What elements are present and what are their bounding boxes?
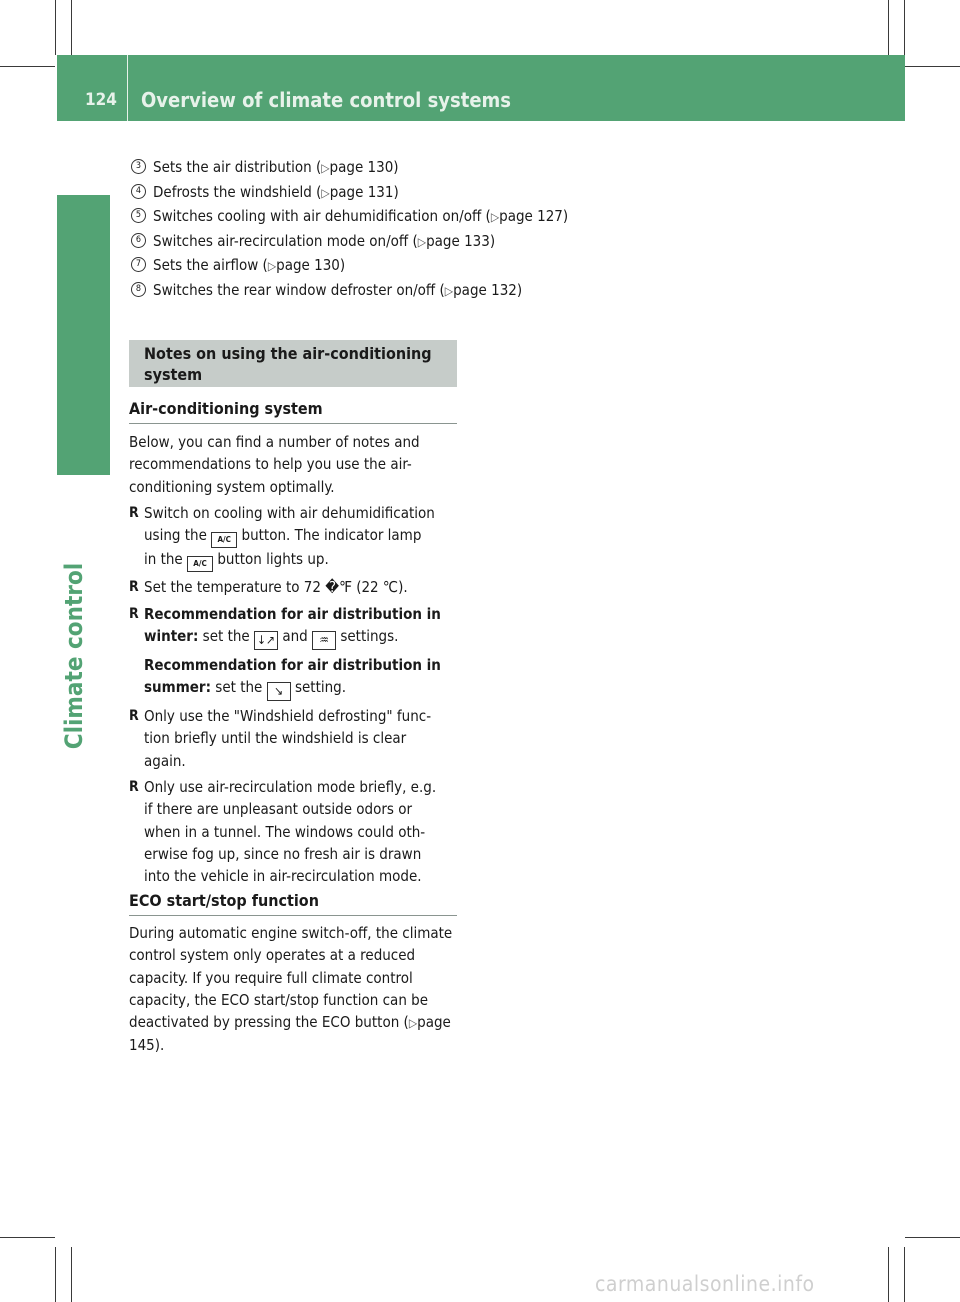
item-close: ) [562,207,569,225]
bullet-line: when in a tunnel. The windows could oth- [144,822,426,841]
crop-mark [55,0,56,55]
crop-mark [71,1247,72,1302]
bullet-line [144,603,464,625]
item-text: Switches cooling with air dehumidification on/off ( [153,207,491,225]
legend-list [131,155,651,302]
item-text: Defrosts the windshield ( [153,182,322,201]
bullet-bold: Recommendation for air distribution in [144,655,441,674]
item-close: ) [393,158,399,176]
item-text: Sets the airflow ( [153,256,268,274]
list-item [131,278,651,303]
marker-badge: 4 [131,184,146,199]
bullet-text: settings. [340,626,399,645]
ac-button-icon: A/C [211,532,237,548]
eco-text: During automatic engine switch-off, the climate control system only operates at a reduced capacity. If you require full climate control capacity, the ECO start/stop function can be deactivated by pressing the ECO button ( [129,924,453,1032]
arrow-icon: ▷ [490,210,500,224]
eco-end: ). [154,1036,165,1055]
list-item [131,155,651,180]
crop-mark [905,1237,960,1238]
notes-list [129,502,464,888]
list-item [129,603,464,702]
bullet-line [144,625,464,650]
page-link[interactable]: page 130 [329,158,394,176]
item-close: ) [489,231,496,250]
crop-mark [55,1247,56,1302]
marker-badge: 6 [131,233,146,248]
page-link[interactable]: page 133 [426,231,490,250]
marker-badge: 7 [131,257,146,272]
page-link[interactable]: page 127 [499,207,563,225]
bullet-line: erwise fog up, since no fresh air is drawn [144,844,422,863]
item-text: Switches air-recirculation mode on/off ( [153,231,418,250]
airflow-winter-icon: ↓↗ [254,631,278,650]
list-item [129,502,464,572]
item-close: ) [339,256,346,274]
intro-paragraph: Below, you can find a number of notes and recommendations to help you use the air-conditioning system optimally. [129,433,420,496]
bullet-text: in the [144,550,183,569]
page-link[interactable]: page 131 [329,182,394,201]
side-tab [57,195,110,475]
bullet-text: using the [144,526,207,545]
bullet-line: again. [144,751,186,770]
arrow-icon: ▷ [321,185,330,200]
bullet-line [144,548,464,572]
side-tab-label: Climate control [60,562,88,750]
airflow-summer-icon: ↘ [267,682,291,701]
item-close: ) [516,280,523,299]
page-number: 124 [85,90,117,110]
crop-mark [904,1247,905,1302]
subheading-eco: ECO start/stop function [129,891,457,916]
page-link[interactable]: page 130 [276,256,340,274]
watermark: carmanualsonline.info [595,1272,815,1296]
list-item: R Set the temperature to 72 �℉ (22 ℃). [129,576,464,598]
list-item [129,705,464,772]
item-close: ) [393,182,399,201]
arrow-icon: ▷ [408,1016,418,1031]
bullet-text: and [282,626,308,645]
bullet-text: button lights up. [217,550,329,569]
crop-mark [71,0,72,55]
list-item [129,776,464,887]
bullet-line [144,676,464,701]
page-title: Overview of climate control systems [141,88,512,112]
marker-badge: 3 [131,159,146,174]
list-item [131,180,651,205]
bullet-line: R Only use air-recirculation mode briefly, e.g. [144,778,437,797]
bullet-line: if there are unpleasant outside odors or [144,800,413,819]
subheading-ac-system: Air-conditioning system [129,399,457,424]
eco-paragraph [129,922,462,1057]
list-item [131,229,651,254]
bullet-text: set the [202,626,250,645]
section-heading: Notes on using the air-conditioning system [129,340,457,387]
bullet-line [144,654,464,676]
crop-mark [905,66,960,67]
ac-button-icon: A/C [187,556,213,572]
item-text: Sets the air distribution ( [153,158,322,176]
list-item [131,204,651,229]
list-item [131,253,651,278]
bullet-text: setting. [294,678,347,697]
crop-mark [904,0,905,55]
arrow-icon: ▷ [444,283,454,298]
bullet-bold: winter: [144,626,199,645]
crop-mark [888,1247,889,1302]
bullet-line [144,524,464,548]
bullet-line: tion briefly until the windshield is clear [144,729,407,748]
page-link[interactable]: page 145 [129,1013,451,1055]
bullet-bold: Recommendation for air distribution in [144,604,441,623]
arrow-icon: ▷ [321,161,330,175]
header-divider [127,55,128,121]
arrow-icon: ▷ [267,259,277,273]
item-text: Switches the rear window defroster on/off ( [153,280,445,299]
bullet-bold: summer: [144,678,211,697]
marker-badge: 8 [131,282,146,297]
airflow-defrost-icon: ♒ [312,631,336,650]
bullet-line: R Switch on cooling with air dehumidification [144,504,435,522]
crop-mark [0,66,55,67]
page-link[interactable]: page 132 [453,280,517,299]
bullet-text: button. The indicator lamp [241,526,422,545]
bullet-line: into the vehicle in air-recirculation mode. [144,867,422,886]
bullet-text: set the [215,678,263,697]
crop-mark [0,1237,55,1238]
crop-mark [888,0,889,55]
bullet-line: R Only use the "Windshield defrosting" func- [144,707,432,726]
marker-badge: 5 [131,208,146,223]
arrow-icon: ▷ [417,234,427,249]
